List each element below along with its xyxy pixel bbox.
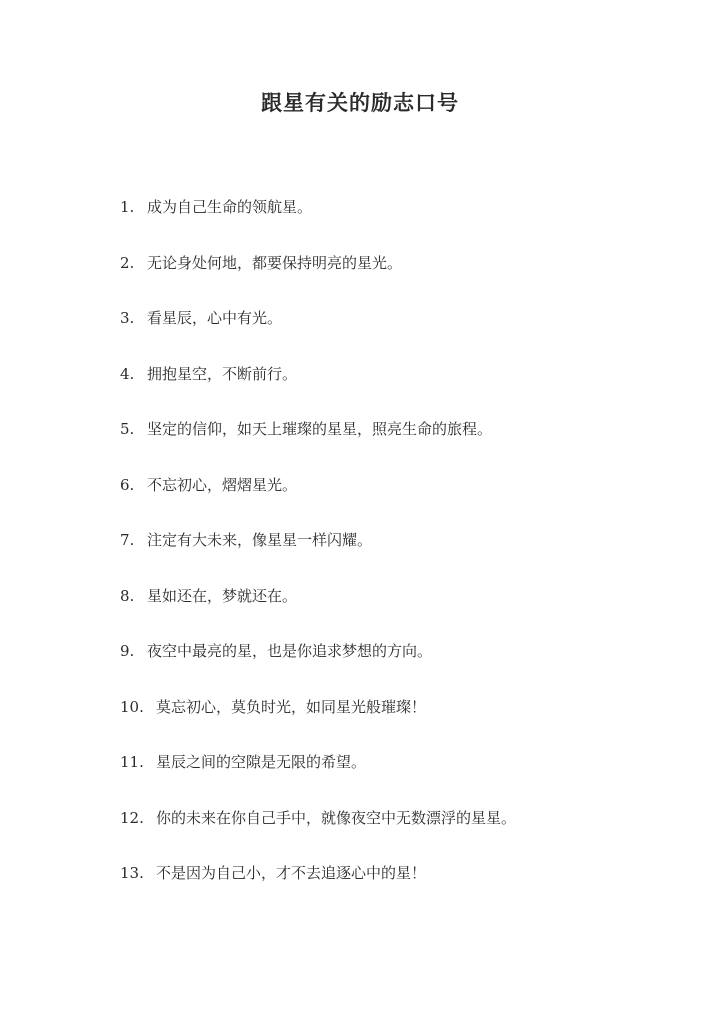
item-number: 5.	[120, 420, 135, 438]
item-text: 成为自己生命的领航星。	[147, 198, 313, 216]
item-number: 7.	[120, 531, 135, 549]
list-item	[120, 582, 680, 638]
list-item	[120, 193, 680, 249]
item-text: 不忘初心，熠熠星光。	[147, 475, 298, 494]
list-item	[120, 693, 680, 749]
item-text: 看星辰，心中有光。	[147, 309, 283, 327]
item-text: 无论身处何地，都要保持明亮的星光。	[147, 253, 403, 272]
page-title: 跟星有关的励志口号	[261, 90, 459, 115]
item-text: 星如还在，梦就还在。	[147, 586, 298, 605]
item-number: 2.	[120, 253, 135, 272]
list-item	[120, 415, 680, 471]
list-item	[120, 637, 680, 693]
list-item	[120, 526, 680, 582]
item-number: 8.	[120, 586, 135, 605]
list-item	[120, 304, 680, 360]
item-text: 你的未来在你自己手中，就像夜空中无数漂浮的星星。	[156, 808, 517, 827]
list-item	[120, 804, 680, 860]
item-number: 12.	[120, 808, 144, 827]
item-number: 6.	[120, 475, 135, 494]
list-item	[120, 859, 680, 915]
slogan-list	[120, 193, 680, 915]
list-item	[120, 471, 680, 527]
item-number: 4.	[120, 364, 135, 383]
item-number: 10.	[120, 697, 144, 716]
item-text: 莫忘初心，莫负时光，如同星光般璀璨！	[156, 697, 427, 716]
item-text: 星辰之间的空隙是无限的希望。	[156, 753, 367, 771]
item-text: 注定有大未来，像星星一样闪耀。	[147, 531, 373, 549]
item-text: 坚定的信仰，如天上璀璨的星星，照亮生命的旅程。	[147, 420, 493, 438]
item-number: 9.	[120, 642, 135, 660]
item-number: 11.	[120, 753, 144, 771]
list-item	[120, 748, 680, 804]
item-number: 3.	[120, 309, 135, 327]
list-item	[120, 360, 680, 416]
item-text: 夜空中最亮的星，也是你追求梦想的方向。	[147, 642, 433, 660]
item-number: 13.	[120, 864, 144, 882]
list-item	[120, 249, 680, 305]
item-text: 不是因为自己小，才不去追逐心中的星！	[156, 864, 427, 882]
item-text: 拥抱星空，不断前行。	[147, 364, 298, 383]
item-number: 1.	[120, 198, 135, 216]
